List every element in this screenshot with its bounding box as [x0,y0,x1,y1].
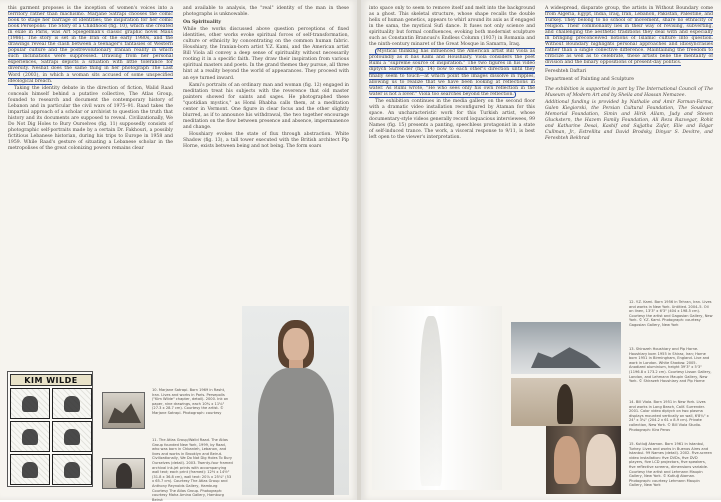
paragraph: Houshiary evokes the state of flux through abstraction. White Shadow (fig. 13), a tall tower executed with the British architect Pip Horne, exists between being and not being. The form soars [183,131,349,150]
comic-panel-grid [10,388,92,485]
paragraph: and available to analysis, the "real" identity of the man in these photographs is unknowable. [183,6,349,18]
circled-text: Mystical thinking has influenced the American artist Bill Viola as profoundly as it has Kami and Houshiary. Viola considers the poet Rumi a "supreme source of inspiration." The two figures in his video diptych Surrender (fig. 14) bow to each other's direction until they finally seem to touch—at which point the images dissolve in ripples, allowing us to realize that we have been looking at reflections in water. As Rumi wrote, "He who sees only his own reflection in the water is not a lover." Viola too searches beyond the reflection. [369,49,535,97]
caption-fig-10: 10. Marjane Satrapi. Born 1969 in Rasht, Iran. Lives and works in Paris. Persepolis ("Kim Wilde" chapter, detail). 2000. Ink on paper, nine drawings, each 10¾ x 11⅛" (27.3 x 28.7 cm). Courtesy the artist. © Marjane Satrapi. Photograph: courtesy [152,388,229,415]
left-text-column-1 [8,6,173,306]
comic-title: KIM WILDE [10,374,92,386]
man-figure [554,436,580,484]
figure-silhouette [116,463,132,488]
figure-silhouette [557,384,573,424]
paragraph: The exhibition continues in the media gallery on the second floor with a dramatic video installation reconfigured by Ataman for this space. An uncharacteristic work for this Turkish artist, whose documentary-style videos generally record loquacious interviewees, 99 Names (fig. 15) presents a panting, speechless protagonist in a state of self-induced trance. The work, a visceral response to 9/11, is best left open to the viewer's interpretation. [369,98,535,140]
woman-figure [586,434,616,486]
landscape-shape [531,342,601,368]
paragraph: into space only to seem to remove itself and melt into the background as a ghost. This skeletal structure, whose shape recalls the double helix of human genetics, appears to whirl around its axis as if engaged in the sama, the mystical Sufi dance. It fuses not only science and spirituality but formal confluences, evoking both modernist sculpture such as Constantin Brancusi's Endless Column (1937) in Romania and the ninth-century minaret of the Great Mosque in Samarra, Iraq. [369,6,535,48]
left-page [0,0,358,500]
paragraph: Kami's portraits of an ordinary man and woman (fig. 12) engaged in meditation treat his subjects with the reverence that old master painters showed for saints and sages. He photographed these "quotidian mystics," as Homi Bhabha calls them, at a meditation center in Vermont. One figure in clear focus and the other slightly blurred, as if to announce his withdrawal, the two together encourage meditation on the flow between presence and absence, impermanence and change. [183,82,349,130]
paragraph: While the works discussed above question perceptions of fixed identities, other works evoke spiritual forces of self-transformation, culture or ethnicity by concentrating on the common human fabric. Houshiary, the Iranian-born artist Y.Z. Kami, and the American artist Bill Viola all convey a deep sense of spirituality without necessarily rooting it in a specific faith. They draw their inspiration from various spiritual masters and poets. In the grand themes they pursue, all three hint at a reality beyond the world of appearances. They proceed with an eye turned inward. [183,27,349,81]
right-text-column-1 [369,6,535,256]
paragraph: Taking the identity debate in the direction of fiction, Walid Raad conceals himself behind a putative collective, The Atlas Group, founded to research and document the contemporary history of Lebanon and in particular the civil wars of 1975–91. Raad takes the impartial approach of a scholar or archivist to question the truth that history and its documents are supposed to reveal. Civilizationally, We Do Not Dig Holes to Bury Ourselves (fig. 11) supposedly consists of photographic self-portraits made by a certain Dr. Fakhouri, a possibly fictitious Lebanese historian, during his trips to Europe in 1958 and 1959. While Raad's gesture of situating a Lebanese scholar in the metropolises of the great colonizing powers remains clear [8,85,173,152]
tower-shape [420,316,442,486]
section-heading: On Spirituality [183,20,222,26]
face [283,328,309,362]
credit-line: Additional funding is provided by Nathalie and Amir Farman-Farma, Galen Kiegiorski, the Persian Cultural Foundation, The Soudavar Memorial Foundation, Simin and Hirik Allam, Judy and Steven Gluckstern, the Hazem Family Foundation, Ali Reza Razvegar, Rohit and Katharine Desai, Kashif and Sajjatha Zafar, Elie and Edgar Cullman, Jr., Estrellita and David Brodsky, Dinyar S. Devitre, and Fereshteh Bekhrad [545,99,713,141]
highlighted-text: A widespread, disparate group, the artists in Without Boundary come from Algeria, Egypt, India, Iraq, Iran, Lebanon, Pakistan, Palestine, and Turkey. They belong to no school or movement, share no ethnicity or religion. Their commonality lies in their way of revising, subverting, and challenging the aesthetic traditions they deal with and especially in bringing preconceived notions of Islamic culture into question. Without Boundary highlights personal approaches and idiosyncrasies rather than a single collective difference. Maintaining the freedom to criticize as well as to celebrate, these artists belie the mentality of division and the binary oppositions of present-day politics. [545,6,713,66]
viola-surrender-figure [546,426,621,494]
atlas-group-photo-2 [102,458,145,489]
credit-line: The exhibition is supported in part by The International Council of The Museum of Modern Art and by Sheila and Hassan Nemazee. [545,86,713,98]
kami-portrait-figure [242,306,349,495]
comic-panel [10,388,50,419]
paragraph [545,6,713,66]
caption-fig-13: 13. Shirazeh Houshiary and Pip Horne. Houshiary born 1955 in Shiraz, Iran; Horne born 1951 in Birmingham, England. Live and work in London. White Shadow. 2005. Anodized aluminium, height 39'3" x 5'3" (1196.8 x 173.2 cm). Courtesy Lisson Gallery, London, and Lehmann Maupin Gallery, New York. © Shirazeh Houshiary and Pip Horne [629,347,712,384]
caption-fig-11: 11. The Atlas Group/Walid Raad. The Atlas Group founded New York, 1999, by Raad, who was born in Chbanieh, Lebanon, and lives and works in Brooklyn and Beirut. Civilizationally, We Do Not Dig Holes To Bury Ourselves (detail). 2003. Twenty-four framed archival ink-jet prints with accompanying wall text; each print (framed): 12½ x 14½" (31.8 x 36.8 cm), wall text: 20⅞ x 25⅞" (53 x 65.7 cm). Courtesy The Atlas Group and Anthony Reynolds Gallery, Hamburg Courtesy The Atlas Group. Photograph: courtesy Maha Amina Gallery, Hamburg Beirut [152,438,233,502]
comic-panel [10,454,50,485]
right-page [361,0,721,500]
sweater [258,368,334,495]
landscape-shape [108,401,141,423]
figure-photo-middle [511,378,621,426]
comic-panel [52,421,92,452]
author-department: Department of Painting and Sculpture [545,76,635,82]
atlas-group-photo-1 [102,392,145,429]
author-name: Fereshteh Daftari [545,69,587,75]
paragraph [8,6,173,85]
comic-panel [10,421,50,452]
highlighted-text: this garment proposes is the inception of women's voices into a territory rather than machismo. Marjane Satrapi chooses the comic book to stage her barrage of identities; the inspiration for her comic book Persepolis: The Story of a Childhood (fig. 10), which she created in exile in Paris, was Art Spiegelman's classic graphic novel Maus (1986). The story is set in the Iran of the early 1980s, and the drawings reveal the clash between a teenager's fantasies of Western popular culture and the postrevolutionary Iranian reality in which such inclinations were suppressed. Drawing from her personal experiences, Satrapi depicts a situation with little tolerance for diversity. Neshat does the same thing in her photograph The Last Word (2003), in which a woman sits accused of some unspecified ideological breach. [8,6,173,84]
comic-panel [52,388,92,419]
caption-fig-14: 14. Bill Viola. Born 1951 in New York. Lives and works in Long Beach, Calif. Surrender. 2001. Color video diptych on two plasma displays mounted vertically on wall, 6'8¾" x 24" x 3¼" (204.2 x 61 x 8.9 cm). Private collection, New York. © Bill Viola Studio. Photograph: Kira Perov [629,400,709,432]
left-text-column-2 [183,6,349,306]
right-text-column-2 [545,6,713,256]
comic-panel [52,454,92,485]
figure-photo-top [511,322,621,374]
white-shadow-figure [372,306,502,490]
caption-fig-12: 12. Y.Z. Kami. Born 1956 in Tehran, Iran. Lives and works in New York. Untitled. 2004–5. Oil on linen, 13'3" x 6'3" (404 x 198.5 cm). Courtesy the artist and Gagosian Gallery, New York. © Y.Z. Kami. Photograph: courtesy Gagosian Gallery, New York [629,300,713,327]
paragraph [369,49,535,97]
persepolis-comic-figure [7,371,93,487]
caption-fig-15: 15. Kutluğ Ataman. Born 1961 in Istanbul, Turkey. Lives and works in Buenos Aires and Istanbul. 99 Names (detail). 2002. Five-screen video installation: five DVDs, five DVD players, five LCD projectors, five speakers, five reflective screens, dimensions variable. Courtesy the artist and Lehmann Maupin Gallery, New York. © Kutluğ Ataman. Photograph: courtesy Lehmann Maupin Gallery, New York [629,442,712,488]
